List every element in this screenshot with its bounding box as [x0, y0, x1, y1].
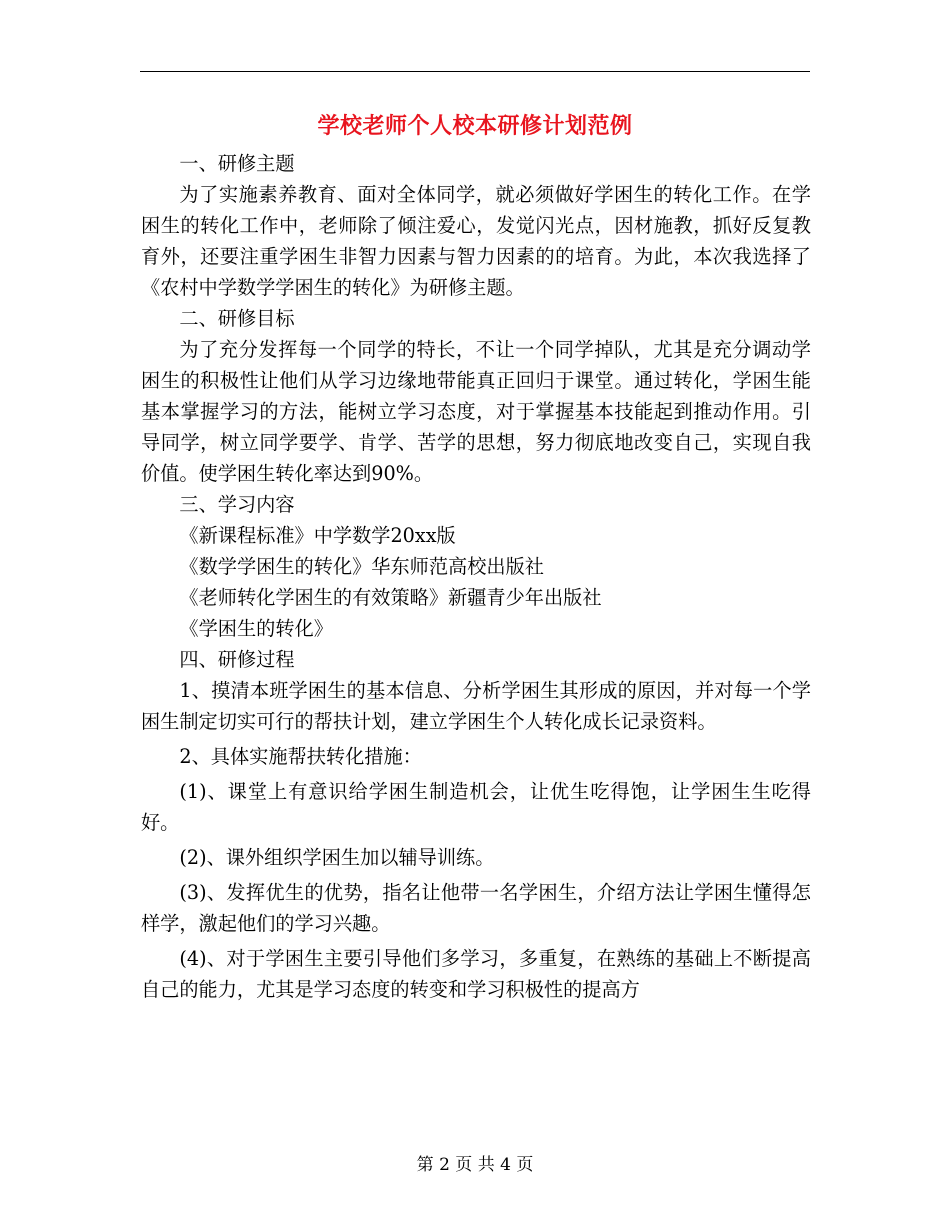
document-body	[141, 148, 811, 1005]
measure-1: (1)、课堂上有意识给学困生制造机会，让优生吃得饱，让学困生生吃得好。	[141, 780, 811, 834]
process-step-2: 2、具体实施帮扶转化措施：	[179, 745, 422, 768]
document-title: 学校老师个人校本研修计划范例	[317, 113, 633, 139]
reading-item-3: 《老师转化学困生的有效策略》新疆青少年出版社	[179, 586, 602, 609]
measure-2: (2)、课外组织学困生加以辅导训练。	[179, 846, 495, 869]
reading-item-2: 《数学学困生的转化》华东师范高校出版社	[179, 555, 544, 578]
reading-item-1: 《新课程标准》中学数学20xx版	[179, 524, 456, 547]
footer-suffix: 页	[516, 1155, 534, 1175]
section-heading-topic: 一、研修主题	[179, 152, 295, 175]
section-heading-goal: 二、研修目标	[179, 307, 295, 330]
footer-prefix: 第	[416, 1155, 434, 1175]
paragraph-goal: 为了充分发挥每一个同学的特长，不让一个同学掉队，尤其是充分调动学困生的积极性让他们从学习边缘地带能真正回归于课堂。通过转化，学困生能基本掌握学习的方法，能树立学习态度，对于掌握基本技能起到推动作用。引导同学，树立同学要学、肯学、苦学的思想，努力彻底地改变自己，实现自我价值。使学困生转化率达到90%。	[141, 338, 811, 485]
header-rule	[140, 71, 810, 72]
reading-item-4: 《学困生的转化》	[179, 617, 333, 640]
page-footer	[0, 1153, 950, 1177]
measure-3: (3)、发挥优生的优势，指名让他带一名学困生，介绍方法让学困生懂得怎样学，激起他们的学习兴趣。	[141, 881, 811, 935]
footer-middle: 页 共	[455, 1155, 495, 1175]
section-heading-process: 四、研修过程	[179, 648, 295, 671]
measure-4: (4)、对于学困生主要引导他们多学习，多重复，在熟练的基础上不断提高自己的能力，尤其是学习态度的转变和学习积极性的提高方	[141, 947, 811, 1001]
footer-total-pages: 4	[500, 1155, 511, 1175]
paragraph-topic: 为了实施素养教育、面对全体同学，就必须做好学困生的转化工作。在学困生的转化工作中，老师除了倾注爱心，发觉闪光点，因材施教，抓好反复教育外，还要注重学困生非智力因素与智力因素的的培育。为此，本次我选择了《农村中学数学学困生的转化》为研修主题。	[141, 183, 811, 299]
section-heading-content: 三、学习内容	[179, 493, 295, 516]
process-step-1: 1、摸清本班学困生的基本信息、分析学困生其形成的原因，并对每一个学困生制定切实可行的帮扶计划，建立学困生个人转化成长记录资料。	[141, 679, 811, 733]
footer-page-number: 2	[439, 1155, 450, 1175]
